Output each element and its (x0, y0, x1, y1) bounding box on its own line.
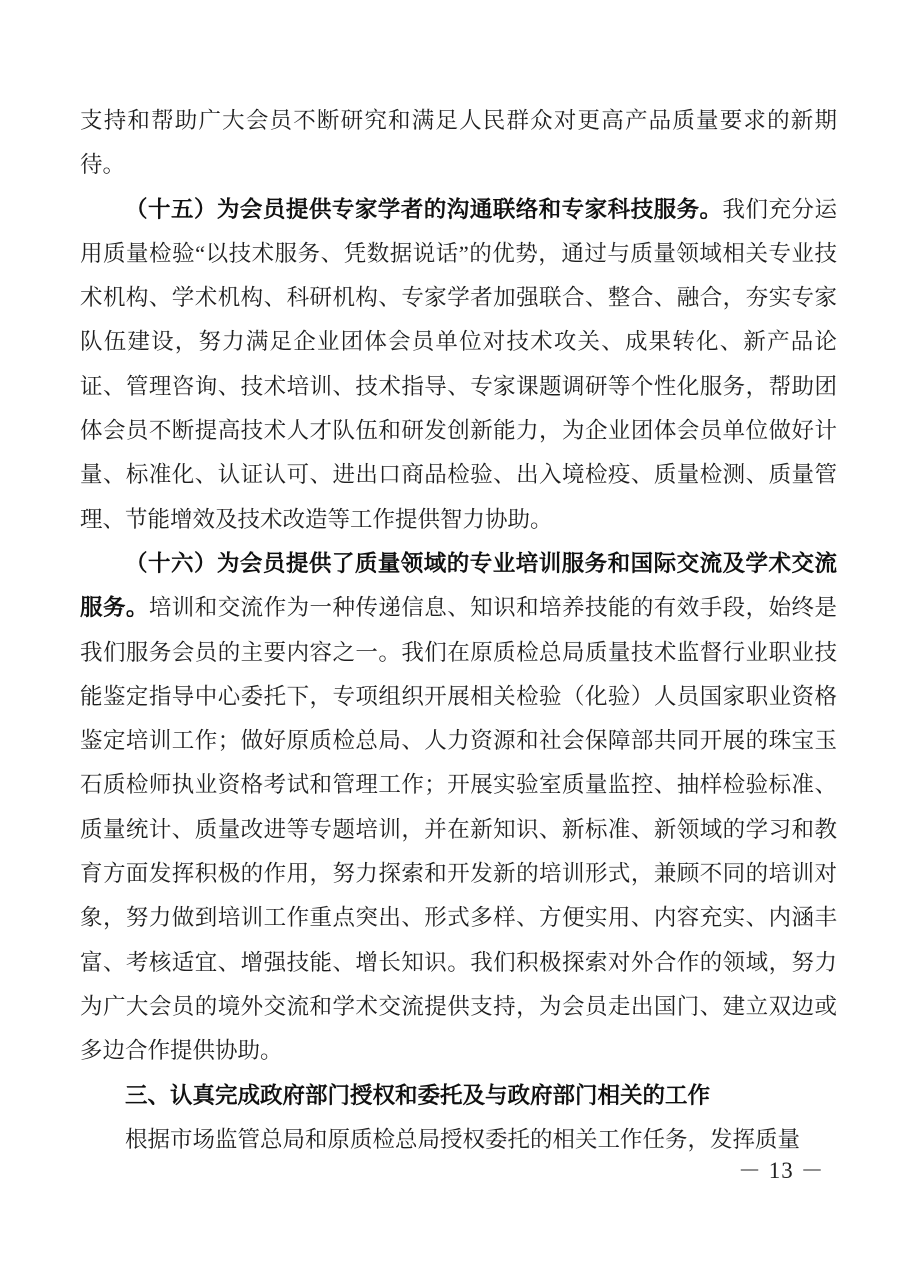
paragraph-15 (80, 188, 837, 542)
paragraph-16-bold-lead: （十六）为会员提供了质量领域的专业培训服务和国际交流及学术交流服务。 (80, 550, 837, 621)
paragraph-gov-opening-text: 根据市场监管总局和原质检总局授权委托的相关工作任务，发挥质量 (125, 1126, 801, 1152)
paragraph-16-body-text: 培训和交流作为一种传递信息、知识和培养技能的有效手段，始终是我们服务会员的主要内容之一。我们在原质检总局质量技术监督行业职业技能鉴定指导中心委托下，专项组织开展相关检验（化验）人员国家职业资格鉴定培训工作；做好原质检总局、人力资源和社会保障部共同开展的珠宝玉石质检师执业资格考试和管理工作；开展实验室质量监控、抽样检验标准、质量统计、质量改进等专题培训，并在新知识、新标准、新领域的学习和教育方面发挥积极的作用，努力探索和开发新的培训形式，兼顾不同的培训对象，努力做到培训工作重点突出、形式多样、方便实用、内容充实、内涵丰富、考核适宜、增强技能、增长知识。我们积极探索对外合作的领域，努力为广大会员的境外交流和学术交流提供支持，为会员走出国门、建立双边或多边合作提供协助。 (80, 595, 837, 1064)
paragraph-16 (80, 542, 837, 1074)
paragraph-continuation-text: 支持和帮助广大会员不断研究和满足人民群众对更高产品质量要求的新期待。 (80, 108, 837, 178)
document-body (80, 99, 837, 1162)
page-number: － 13 － (738, 1158, 825, 1183)
paragraph-15-bold-lead: （十五）为会员提供专家学者的沟通联络和专家科技服务。 (125, 196, 723, 222)
section-heading-3: 三、认真完成政府部门授权和委托及与政府部门相关的工作 (125, 1082, 711, 1108)
paragraph-continuation (80, 99, 837, 188)
paragraph-15-body-text: 我们充分运用质量检验“以技术服务、凭数据说话”的优势，通过与质量领域相关专业技术机构、学术机构、科研机构、专家学者加强联合、整合、融合，夯实专家队伍建设，努力满足企业团体会员单位对技术攻关、成果转化、新产品论证、管理咨询、技术培训、技术指导、专家课题调研等个性化服务，帮助团体会员不断提高技术人才队伍和研发创新能力，为企业团体会员单位做好计量、标准化、认证认可、进出口商品检验、出入境检疫、质量检测、质量管理、节能增效及技术改造等工作提供智力协助。 (80, 196, 837, 532)
paragraph-gov-opening (80, 1118, 837, 1162)
